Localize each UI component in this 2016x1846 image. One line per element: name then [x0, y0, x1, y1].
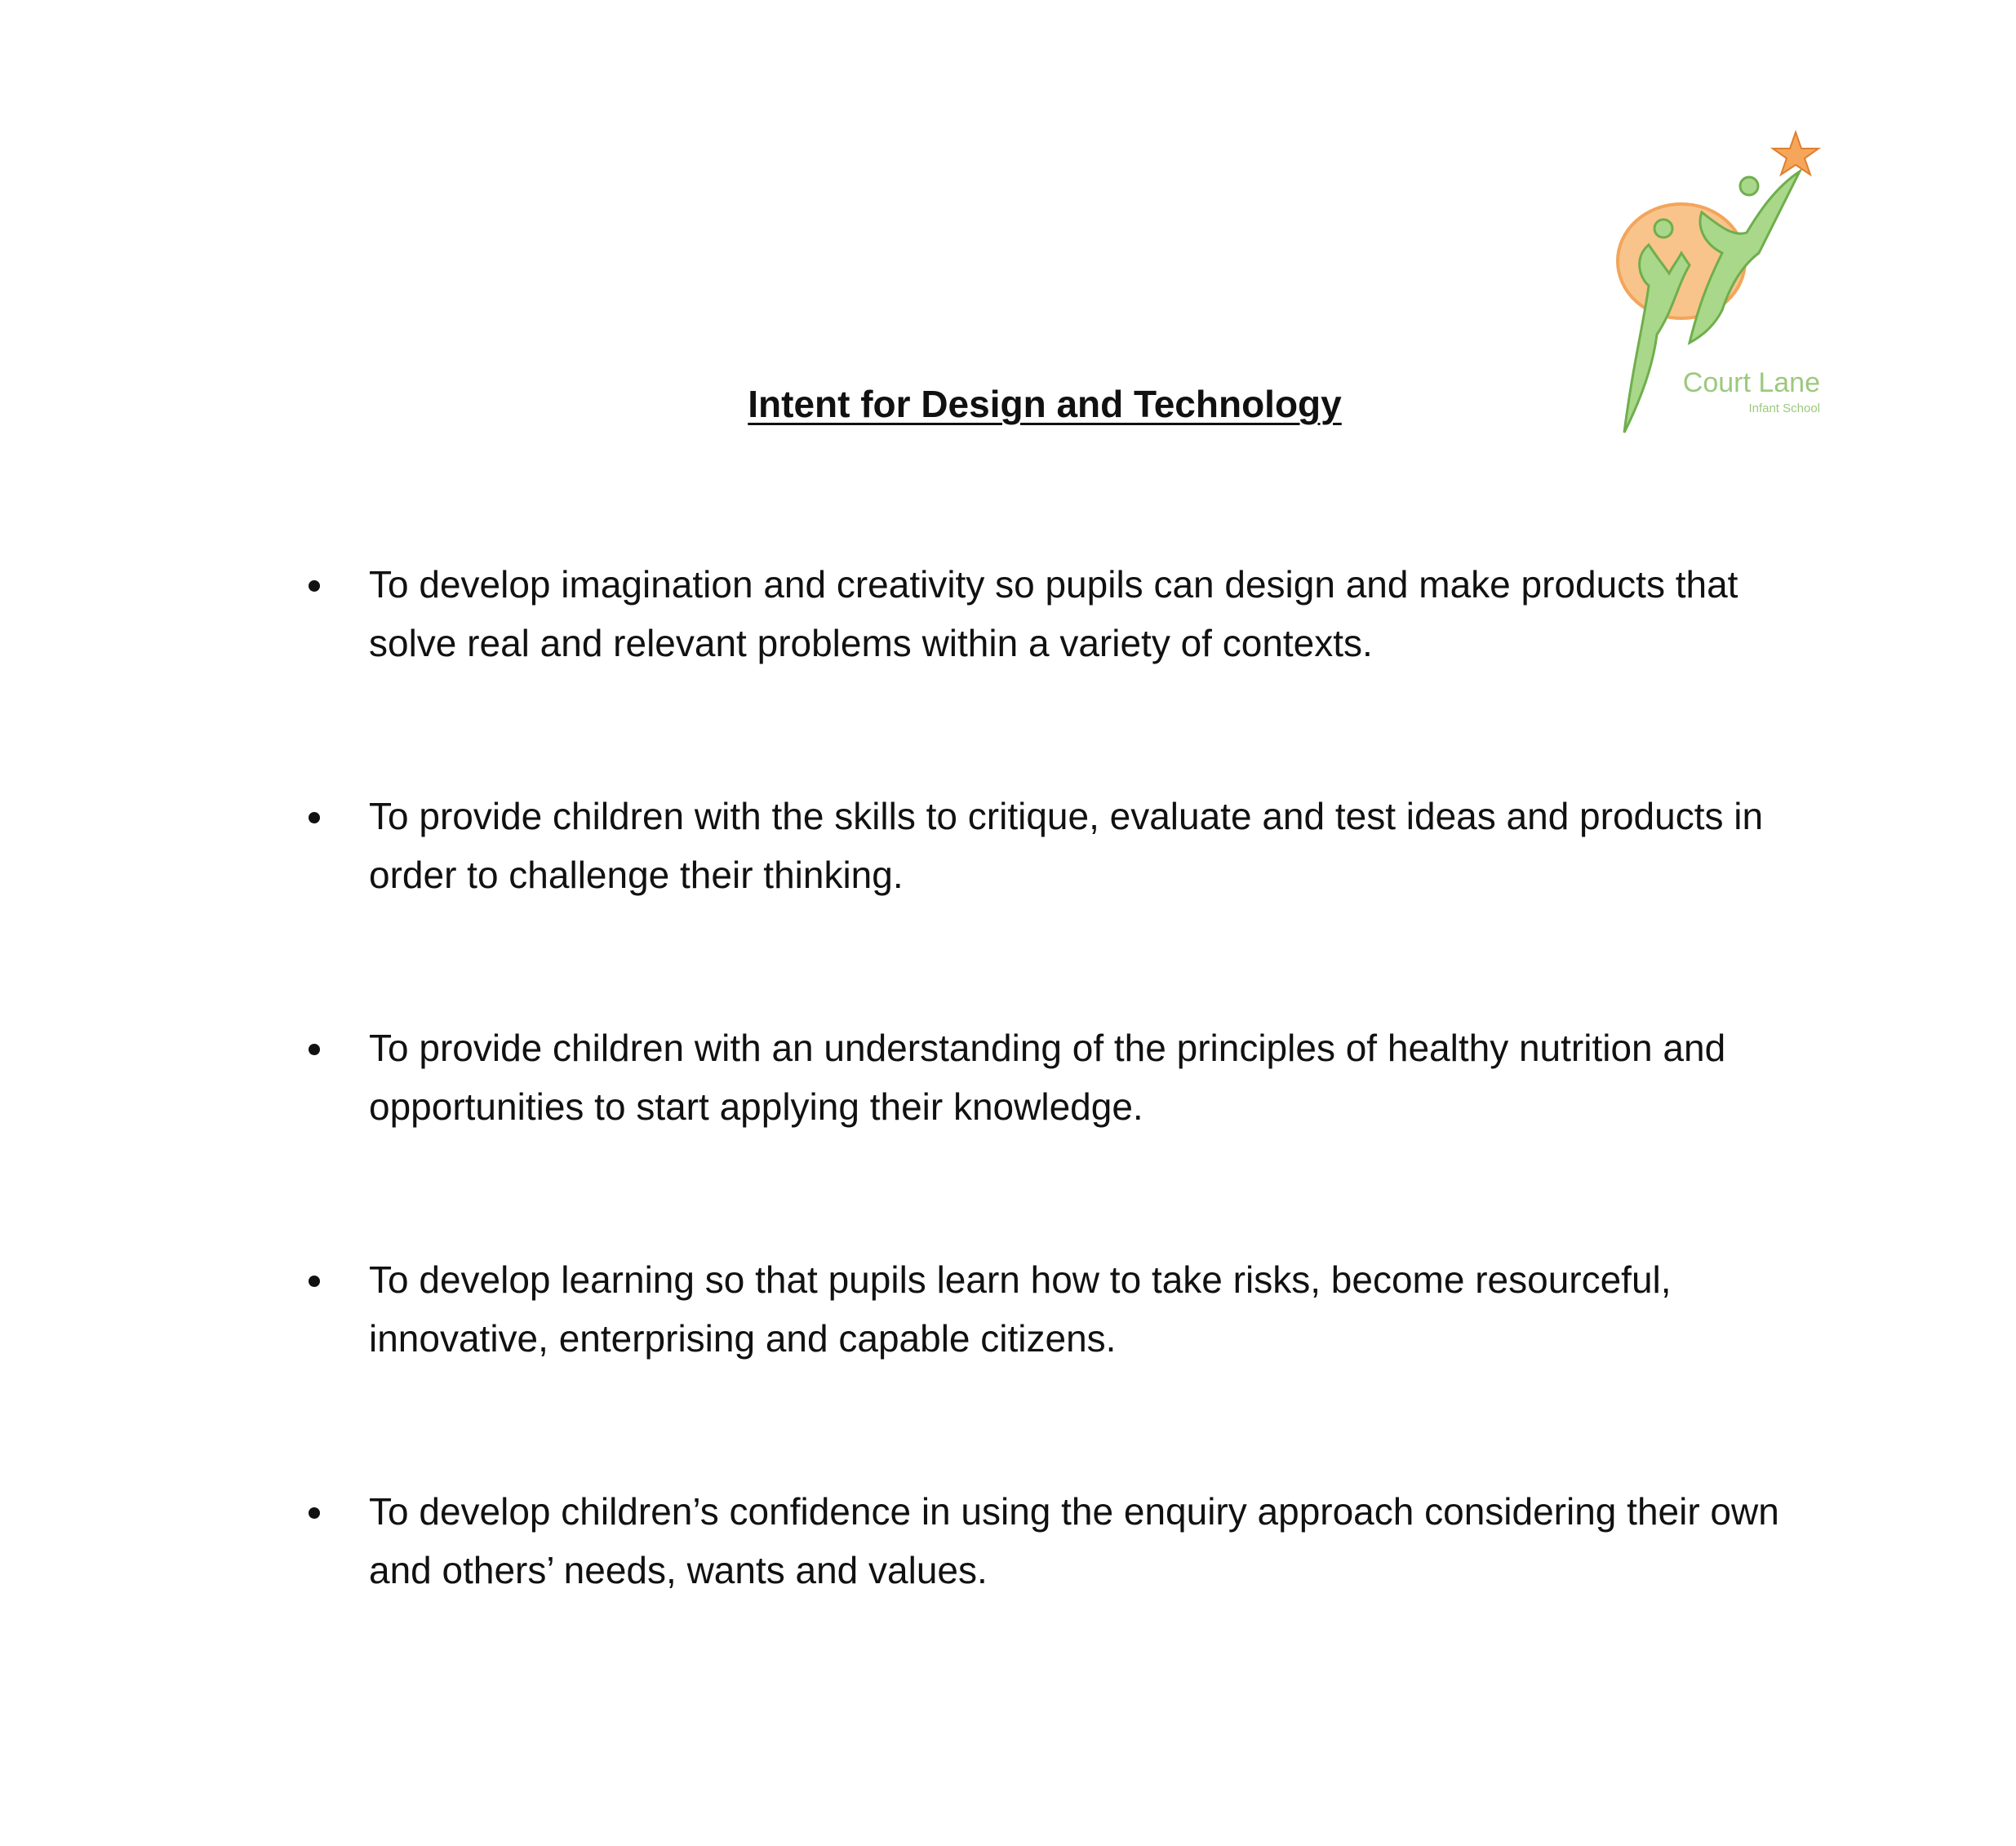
list-item-text: To provide children with the skills to critique, evaluate and test ideas and products in order to challenge their thinking.: [369, 795, 1764, 896]
bullet-icon: [309, 812, 320, 823]
intent-bullet-list: [302, 555, 1804, 1714]
bullet-icon: [309, 1276, 320, 1287]
star-icon: [1773, 132, 1818, 175]
list-item: [302, 555, 1804, 672]
list-item-text: To develop imagination and creativity so pupils can design and make products that solve real and relevant problems within a variety of contexts.: [369, 563, 1738, 664]
list-item: [302, 1482, 1804, 1600]
page-title: Intent for Design and Technology: [748, 383, 1342, 425]
list-item-text: To develop learning so that pupils learn how to take risks, become resourceful, innovative, enterprising and capable citizens.: [369, 1258, 1672, 1360]
list-item: [302, 787, 1804, 904]
list-item: [302, 1250, 1804, 1368]
logo-name: Court Lane: [1682, 367, 1820, 398]
bullet-icon: [309, 1044, 320, 1055]
list-item: [302, 1018, 1804, 1136]
bullet-icon: [309, 580, 320, 592]
list-item-text: To provide children with an understanding of the principles of healthy nutrition and opportunities to start applying their knowledge.: [369, 1027, 1726, 1128]
logo-subtitle: Infant School: [1748, 402, 1820, 415]
list-item-text: To develop children’s confidence in using the enquiry approach considering their own and others’ needs, wants and values.: [369, 1490, 1779, 1591]
bullet-icon: [309, 1507, 320, 1519]
